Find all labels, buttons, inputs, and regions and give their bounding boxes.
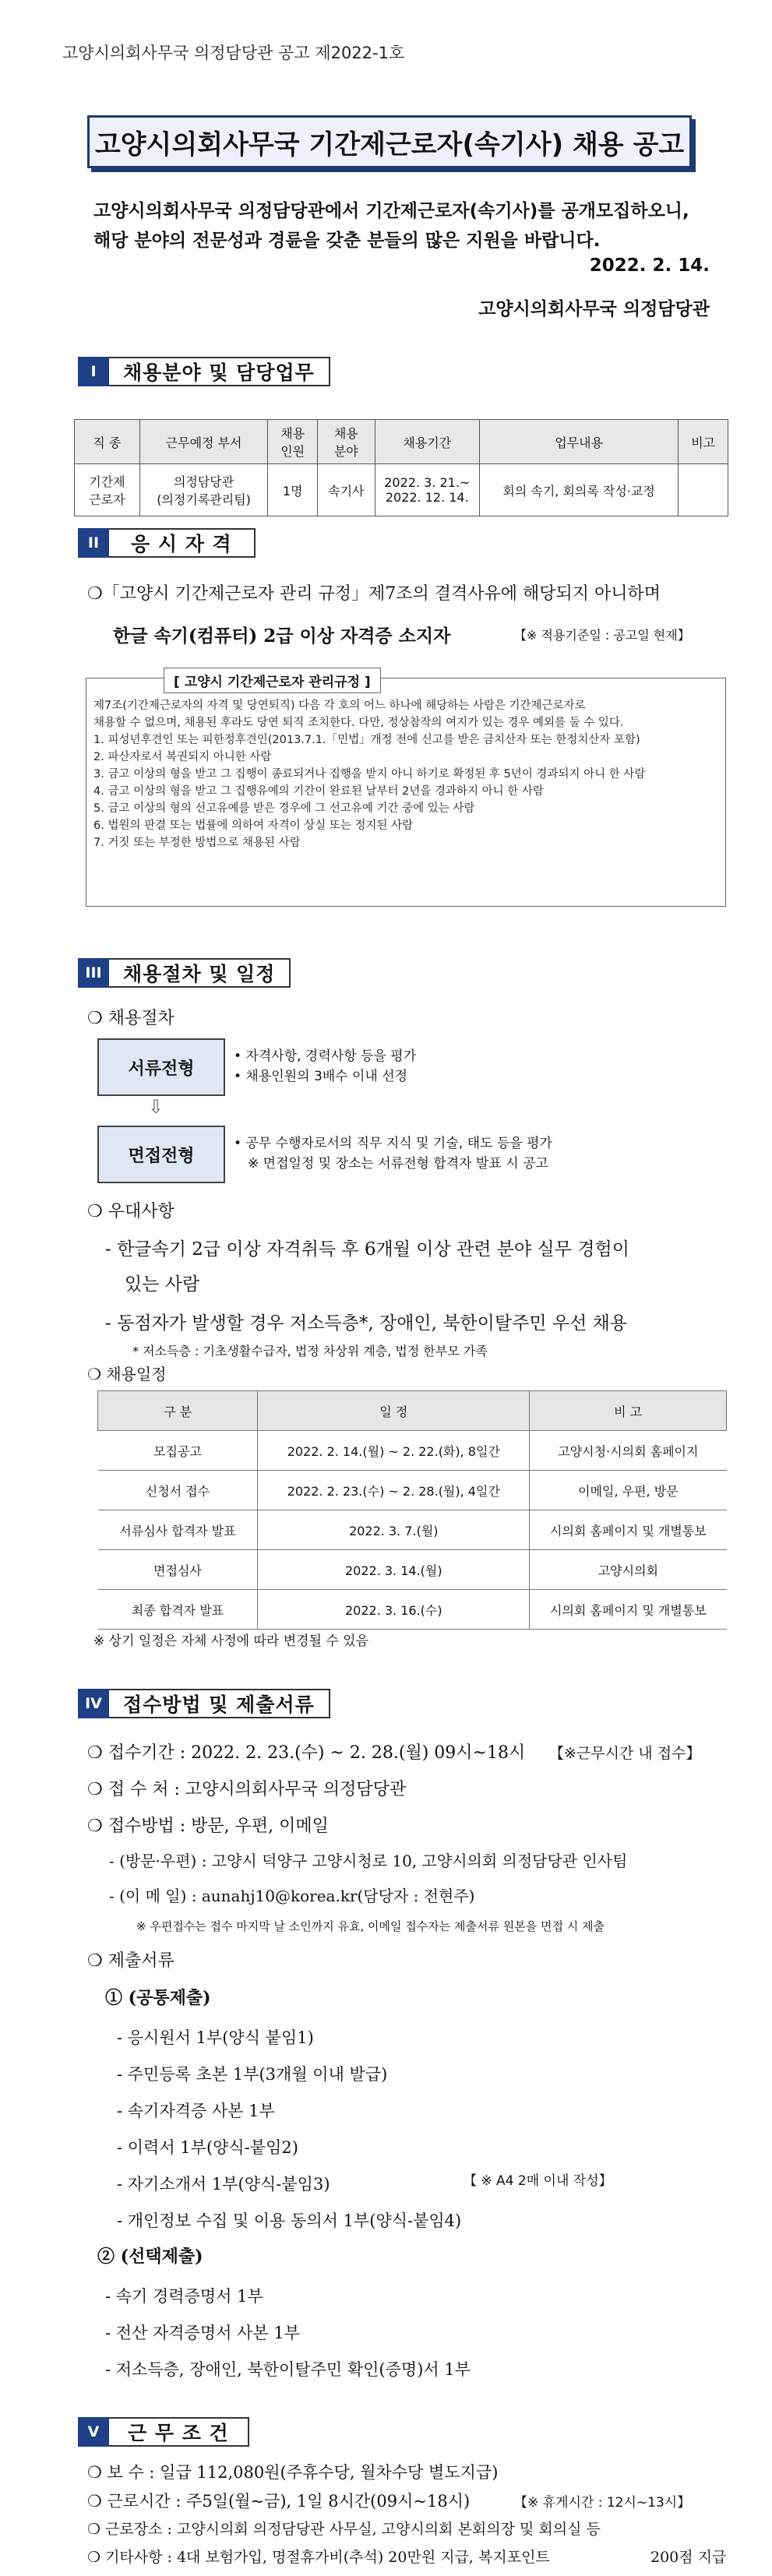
section-title: 채용분야 및 담당업무	[109, 357, 330, 386]
table-row	[98, 1590, 727, 1630]
table-cell: 2022. 2. 14.(월) ~ 2. 22.(화), 8일간	[258, 1431, 530, 1471]
qualification-note: 【※ 적용기준일 : 공고일 현재】	[514, 628, 690, 643]
hours-note: 【※ 휴게시간 : 12시~13시】	[514, 2495, 691, 2511]
preference-item-cont: 있는 사람	[125, 1274, 200, 1295]
list-item: - 전산 자격증명서 사본 1부	[105, 2324, 301, 2342]
step-2-desc	[234, 1133, 552, 1174]
regulation-tag: [ 고양시 기간제근로자 관리규정 ]	[164, 668, 381, 693]
section-5-heading	[78, 2417, 249, 2447]
hours-line: ❍ 근로시간 : 주5일(월~금), 1일 8시간(09시~18시)	[87, 2492, 471, 2511]
section-number: I	[78, 357, 109, 386]
table-header: 채용 분야	[317, 420, 375, 464]
step-desc-line: • 자격사항, 경력사항 등을 평가	[234, 1048, 417, 1064]
pay-line: ❍ 보 수 : 일급 112,080원(주휴수당, 월차수당 별도지급)	[87, 2463, 499, 2482]
regulation-line: 3. 금고 이상의 형을 받고 그 집행이 종료되거나 집행을 받지 아니 하기로 확정된 후 5년이 경과되지 아니 한 사람	[93, 768, 646, 781]
table-header: 구 분	[98, 1391, 258, 1431]
section-title: 접수방법 및 제출서류	[109, 1689, 330, 1718]
table-header: 비고	[679, 420, 728, 464]
recruit-table	[74, 419, 728, 516]
preference-item: - 한글속기 2급 이상 자격취득 후 6개월 이상 관련 분야 실무 경험이	[105, 1239, 629, 1260]
table-cell: 시의회 홈페이지 및 개별통보	[530, 1510, 727, 1550]
list-item: - 개인정보 수집 및 이용 동의서 1부(양식-붙임4)	[117, 2211, 462, 2230]
table-header: 채용 인원	[268, 420, 318, 464]
table-cell: 2022. 2. 23.(수) ~ 2. 28.(월), 4일간	[258, 1471, 530, 1510]
regulation-line: 제7조(기간제근로자의 자격 및 당연퇴직) 다음 각 호의 어느 하나에 해당하는 사람은 기간제근로자로	[93, 700, 586, 712]
preference-note: * 저소득층 : 기초생활수급자, 법정 차상위 계층, 법정 한부모 가족	[132, 1344, 488, 1358]
step-desc-line: ※ 면접일정 및 장소는 서류전형 합격자 발표 시 공고	[248, 1156, 548, 1172]
table-header-row	[75, 420, 728, 464]
table-row	[98, 1431, 727, 1471]
notice-org: 고양시의회사무국 의정담당관	[478, 299, 710, 319]
section-number: III	[78, 958, 109, 988]
table-cell: 의정담당관 (의정기록관리팀)	[139, 464, 268, 516]
post-note: ※ 우편접수는 접수 마지막 날 소인까지 유효, 이메일 접수자는 제출서류 원본을 면접 시 제출	[136, 1919, 605, 1933]
section-title: 근 무 조 건	[109, 2417, 249, 2447]
table-cell: 2022. 3. 7.(월)	[258, 1510, 530, 1550]
regulation-line: 7. 거짓 또는 부정한 방법으로 채용된 사람	[93, 837, 301, 849]
etc-line: ❍ 기타사항 : 4대 보험가입, 명절휴가비(추석) 20만원 지급, 복지포인트	[87, 2549, 550, 2566]
schedule-note: ※ 상기 일정은 자체 사정에 따라 변경될 수 있음	[93, 1633, 369, 1649]
intro-length-note: 【 ※ A4 2매 이내 작성】	[464, 2173, 612, 2189]
table-header: 채용기간	[375, 420, 479, 464]
section-number: V	[78, 2417, 109, 2447]
regulation-line: 4. 금고 이상의 형을 받고 그 집행유예의 기간이 완료된 날부터 2년을 경과하지 아니 한 사람	[93, 785, 544, 798]
intro-line: 고양시의회사무국 의정담당관에서 기간제근로자(속기사)를 공개모집하오니,	[93, 201, 689, 221]
workplace-line: ❍ 근로장소 : 고양시의회 의정담당관 사무실, 고양시의회 본회의장 및 회의실 등	[87, 2521, 601, 2538]
table-cell: 회의 속기, 회의록 작성·교정	[479, 464, 678, 516]
step-desc-line: • 채용인원의 3배수 이내 선정	[234, 1069, 408, 1084]
table-header: 직 종	[75, 420, 140, 464]
section-3-heading	[78, 958, 291, 988]
table-cell: 면접심사	[98, 1550, 258, 1590]
select-docs-label: ② (선택제출)	[97, 2247, 203, 2267]
preference-item: - 동점자가 발생할 경우 저소득층*, 장애인, 북한이탈주민 우선 채용	[105, 1313, 628, 1334]
list-item: - 응시원서 1부(양식 붙임1)	[117, 2028, 314, 2047]
section-title: 채용절차 및 일정	[109, 958, 291, 988]
table-cell: 기간제 근로자	[75, 464, 140, 516]
table-cell: 이메일, 우편, 방문	[530, 1471, 727, 1510]
select-docs-list	[105, 2278, 471, 2388]
regulation-line: 2. 파산자로서 복권되지 아니한 사람	[93, 751, 272, 763]
section-2-heading	[78, 528, 256, 558]
qualification-requirement: 한글 속기(컴퓨터) 2급 이상 자격증 소지자	[113, 625, 451, 647]
method-visit: - (방문·우편) : 고양시 덕양구 고양시청로 10, 고양시의회 의정담당관 인사팀	[109, 1852, 628, 1870]
schedule-label: ❍ 채용일정	[87, 1365, 167, 1383]
table-cell: 모집공고	[98, 1431, 258, 1471]
application-place: ❍ 접 수 처 : 고양시의회사무국 의정담당관	[87, 1780, 407, 1799]
preference-label: ❍ 우대사항	[87, 1202, 174, 1221]
table-cell: 서류심사 합격자 발표	[98, 1510, 258, 1550]
common-docs-label: ① (공통제출)	[105, 1988, 211, 2008]
document-header: 고양시의회사무국 의정담당관 공고 제2022-1호	[62, 44, 405, 62]
list-item: - 속기 경력증명서 1부	[105, 2287, 263, 2306]
table-cell: 신청서 접수	[98, 1471, 258, 1510]
application-period-note: 【※근무시간 내 접수】	[549, 1745, 701, 1762]
table-cell: 시의회 홈페이지 및 개별통보	[530, 1590, 727, 1630]
section-number: IV	[78, 1689, 109, 1718]
regulation-line: 5. 금고 이상의 형의 선고유예를 받은 경우에 그 선고유예 기간 중에 있는 사람	[93, 802, 475, 815]
arrow-down-icon: ⇩	[148, 1096, 164, 1118]
schedule-table	[97, 1390, 727, 1630]
table-cell: 고양시청·시의회 홈페이지	[530, 1431, 727, 1471]
section-1-heading	[78, 357, 330, 386]
section-title: 응 시 자 격	[109, 528, 256, 558]
intro-line: 해당 분야의 전문성과 경륜을 갖춘 분들의 많은 지원을 바랍니다.	[93, 231, 601, 251]
list-item: - 속기자격증 사본 1부	[117, 2102, 275, 2120]
regulation-line: 채용할 수 없으며, 채용된 후라도 당연 퇴직 조치한다. 다만, 정상참작의 여지가 있는 경우 예외를 둘 수 있다.	[93, 717, 624, 729]
table-header: 업무내용	[479, 420, 678, 464]
table-row	[98, 1550, 727, 1590]
table-cell: 2022. 3. 21.~ 2022. 12. 14.	[375, 464, 479, 516]
table-cell: 2022. 3. 14.(월)	[258, 1550, 530, 1590]
list-item: - 자기소개서 1부(양식-붙임3)	[117, 2175, 330, 2194]
table-cell: 고양시의회	[530, 1550, 727, 1590]
table-row	[75, 464, 728, 516]
table-header-row	[98, 1391, 727, 1431]
step-1-desc	[234, 1046, 416, 1087]
step-document-screening: 서류전형	[97, 1038, 225, 1096]
intro-text	[93, 196, 732, 255]
list-item: - 저소득층, 장애인, 북한이탈주민 확인(증명)서 1부	[105, 2360, 471, 2379]
documents-label: ❍ 제출서류	[87, 1951, 174, 1971]
method-email: - (이 메 일) : aunahj10@korea.kr(담당자 : 전현주)	[109, 1887, 475, 1905]
table-header: 일 정	[258, 1391, 530, 1431]
step-interview: 면접전형	[97, 1126, 225, 1183]
table-row	[98, 1471, 727, 1510]
regulation-line: 6. 법원의 판결 또는 법률에 의하여 자격이 상실 또는 정지된 사람	[93, 819, 414, 832]
list-item: - 주민등록 초본 1부(3개월 이내 발급)	[117, 2065, 388, 2084]
page-title: 고양시의회사무국 기간제근로자(속기사) 채용 공고	[87, 115, 692, 168]
list-item: - 이력서 1부(양식-붙임2)	[117, 2138, 298, 2157]
section-4-heading	[78, 1689, 330, 1718]
table-header: 근무예정 부서	[139, 420, 268, 464]
table-cell: 2022. 3. 16.(수)	[258, 1590, 530, 1630]
table-cell: 속기사	[317, 464, 375, 516]
regulation-text	[93, 697, 721, 851]
notice-date: 2022. 2. 14.	[589, 255, 710, 276]
qualification-line: ❍「고양시 기간제근로자 관리 규정」제7조의 결격사유에 해당되지 아니하며	[87, 584, 661, 604]
table-header: 비 고	[530, 1391, 727, 1431]
common-docs-list	[117, 2020, 461, 2239]
process-label: ❍ 채용절차	[87, 1009, 174, 1028]
application-period: ❍ 접수기간 : 2022. 2. 23.(수) ~ 2. 28.(월) 09시~18시	[87, 1743, 526, 1763]
step-desc-line: • 공무 수행자로서의 직무 지식 및 기술, 태도 등을 평가	[234, 1136, 552, 1151]
table-row	[98, 1510, 727, 1550]
table-cell: 최종 합격자 발표	[98, 1590, 258, 1630]
regulation-line: 1. 피성년후견인 또는 피한정후견인(2013.7.1.「민법」개정 전에 신고를 받은 금치산자 또는 한정치산자 포함)	[93, 734, 640, 746]
section-number: II	[78, 528, 109, 558]
etc-line-cont: 200점 지급	[650, 2549, 727, 2566]
table-cell: 1명	[268, 464, 318, 516]
table-cell	[679, 464, 728, 516]
application-method: ❍ 접수방법 : 방문, 우편, 이메일	[87, 1817, 329, 1836]
